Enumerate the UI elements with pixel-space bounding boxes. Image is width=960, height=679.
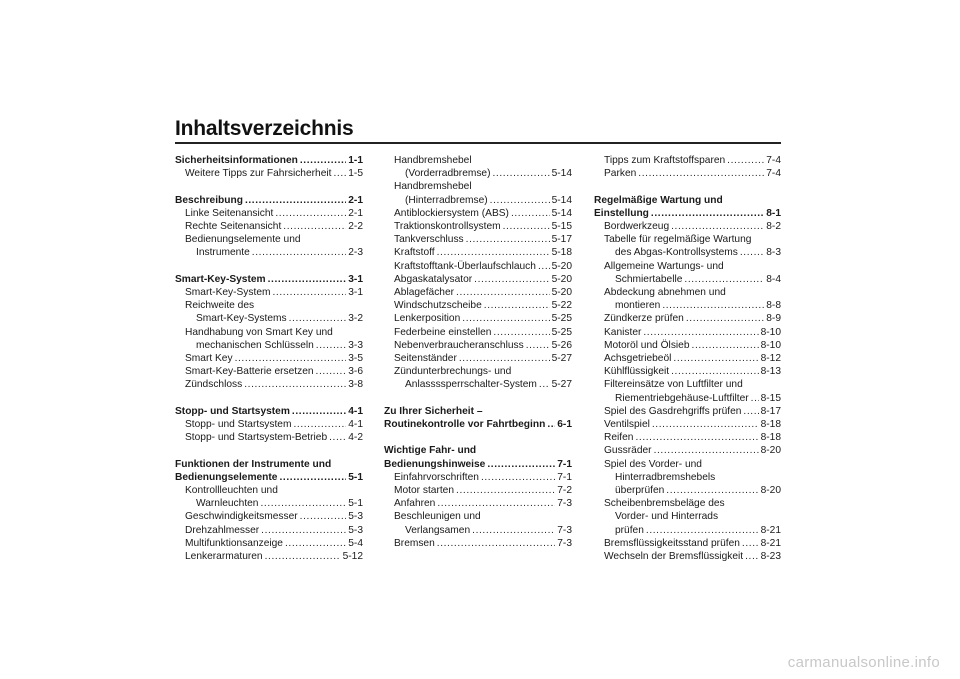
toc-entry-label: Antiblockiersystem (ABS) — [394, 207, 509, 219]
toc-section-heading: Zu Ihrer Sicherheit – — [384, 405, 483, 417]
toc-entry[interactable] — [594, 550, 781, 563]
dot-leader — [437, 246, 550, 259]
toc-entry-label: Wechseln der Bremsflüssigkeit — [604, 551, 744, 563]
toc-page-number: 5-20 — [551, 260, 572, 272]
toc-page-number: 5-4 — [348, 537, 363, 549]
toc-entry-label: Linke Seitenansicht — [185, 207, 274, 219]
dot-leader — [285, 537, 346, 550]
toc-entry-text: Beschleunigen und — [394, 511, 481, 523]
toc-section-entry[interactable] — [384, 458, 572, 471]
toc-section-entry[interactable] — [175, 471, 363, 484]
dot-leader — [261, 524, 346, 537]
toc-entry[interactable] — [594, 167, 781, 180]
toc-entry[interactable] — [384, 326, 572, 339]
dot-leader — [652, 418, 759, 431]
toc-page-number: 8-21 — [760, 537, 781, 549]
dot-leader — [437, 497, 555, 510]
toc-entry-label: Smart-Key-Systems — [196, 313, 287, 325]
toc-entry[interactable] — [175, 510, 363, 523]
toc-entry-label: Bremsen — [394, 537, 435, 549]
dot-leader — [745, 550, 759, 563]
toc-entry-label: Lenkerposition — [394, 313, 461, 325]
toc-entry[interactable] — [594, 326, 781, 339]
toc-entry[interactable] — [594, 392, 781, 405]
dot-leader — [493, 326, 549, 339]
toc-entry-label: Bedienungselemente — [175, 471, 278, 483]
toc-entry[interactable] — [384, 352, 572, 365]
dot-leader — [275, 207, 346, 220]
toc-entry[interactable] — [594, 299, 781, 312]
dot-leader — [539, 378, 550, 391]
toc-entry-label: Motoröl und Ölsieb — [604, 339, 690, 351]
toc-page-number: 3-1 — [348, 287, 363, 298]
toc-entry-label: Achsgetriebeöl — [604, 353, 672, 365]
toc-page-number: 5-1 — [348, 498, 363, 510]
toc-entry-text: Spiel des Vorder- und — [604, 458, 702, 470]
dot-leader — [666, 484, 758, 497]
dot-leader — [472, 524, 555, 537]
dot-leader — [743, 405, 758, 418]
toc-entry-label: Bordwerkzeug — [604, 221, 670, 232]
toc-entry[interactable] — [384, 207, 572, 220]
toc-entry[interactable] — [175, 537, 363, 550]
toc-page-number: 5-27 — [551, 353, 572, 365]
toc-entry-label: Riementriebgehäuse-Luftfilter — [615, 392, 749, 404]
toc-entry-label: Einstellung — [594, 207, 649, 219]
toc-entry-label: Bremsflüssigkeitsstand prüfen — [604, 537, 740, 549]
toc-page-number: 1-1 — [348, 155, 363, 166]
toc-entry[interactable] — [175, 246, 363, 259]
toc-page-number: 8-4 — [766, 273, 781, 285]
toc-entry-label: Einfahrvorschriften — [394, 471, 479, 483]
toc-entry-label: Abgaskatalysator — [394, 273, 473, 285]
toc-entry[interactable] — [175, 497, 363, 510]
toc-entry-label: Stopp- und Startsystem-Betrieb — [185, 432, 328, 444]
toc-entry-label: Traktionskontrollsystem — [394, 221, 501, 233]
toc-spacer — [384, 431, 572, 444]
toc-section-entry[interactable] — [175, 273, 363, 286]
toc-entry-label: Zündkerze prüfen — [604, 313, 684, 325]
toc-page-number: 2-3 — [348, 247, 363, 259]
toc-entry[interactable] — [384, 312, 572, 325]
toc-entry-text: Vorder- und Hinterrads — [615, 511, 719, 523]
toc-entry-label: Rechte Seitenansicht — [185, 221, 282, 232]
toc-entry-label: Kanister — [604, 326, 642, 338]
toc-page-number: 5-14 — [551, 207, 572, 219]
toc-entry[interactable] — [384, 471, 572, 484]
toc-page-number: 7-3 — [557, 524, 572, 536]
toc-entry[interactable] — [175, 339, 363, 352]
toc-page-number: 3-1 — [348, 273, 363, 285]
toc-entry[interactable] — [384, 194, 572, 207]
toc-entry-label: Multifunktionsanzeige — [185, 537, 283, 549]
toc-spacer — [175, 260, 363, 273]
toc-entry-text: Kontrollleuchten und — [185, 485, 278, 497]
toc-entry-label: Lenkerarmaturen — [185, 551, 263, 563]
toc-page-number: 4-2 — [348, 432, 363, 444]
toc-entry-label: Anlassssperrschalter-System — [405, 379, 537, 391]
dot-leader — [260, 497, 346, 510]
dot-leader — [671, 220, 764, 233]
toc-entry[interactable] — [384, 339, 572, 352]
toc-page-number: 5-25 — [551, 326, 572, 338]
toc-entry[interactable] — [384, 299, 572, 312]
dot-leader — [456, 286, 550, 299]
toc-entry-label: Ventilspiel — [604, 419, 650, 431]
toc-page-number: 8-9 — [766, 313, 781, 325]
dot-leader — [526, 339, 550, 352]
toc-entry[interactable] — [175, 207, 363, 220]
toc-entry-label: Smart Key — [185, 353, 233, 365]
toc-entry[interactable] — [594, 431, 781, 444]
toc-page-number: 7-1 — [557, 458, 572, 470]
toc-entry[interactable] — [594, 246, 781, 259]
dot-leader — [289, 312, 347, 325]
toc-entry[interactable] — [175, 352, 363, 365]
toc-entry-label: Schmiertabelle — [615, 273, 683, 285]
toc-page-number: 8-18 — [760, 419, 781, 431]
dot-leader — [316, 339, 346, 352]
toc-page-number: 5-22 — [551, 300, 572, 312]
toc-entry-label: prüfen — [615, 524, 644, 536]
toc-page-number: 5-18 — [551, 247, 572, 259]
toc-entry[interactable] — [594, 537, 781, 550]
dot-leader — [265, 550, 341, 563]
toc-page-number: 8-10 — [760, 339, 781, 351]
toc-page-number: 2-1 — [348, 207, 363, 219]
toc-entry[interactable] — [594, 220, 781, 233]
dot-leader — [635, 431, 758, 444]
dot-leader — [671, 365, 758, 378]
toc-entry-text: Abdeckung abnehmen und — [604, 287, 726, 299]
toc-entry-text: Zündunterbrechungs- und — [394, 366, 512, 378]
toc-entry-label: (Hinterradbremse) — [405, 194, 488, 206]
toc-section-entry[interactable] — [175, 154, 363, 167]
toc-entry[interactable] — [175, 312, 363, 325]
toc-page-number: 8-8 — [766, 300, 781, 312]
toc-entry-label: Warnleuchten — [196, 498, 259, 510]
toc-entry-label: Windschutzscheibe — [394, 300, 482, 312]
toc-entry-label: Anfahren — [394, 498, 436, 510]
toc-entry[interactable] — [175, 524, 363, 537]
toc-entry-label: Federbeine einstellen — [394, 326, 492, 338]
toc-entry-label: Zündschloss — [185, 379, 243, 391]
toc-page-number: 8-17 — [760, 405, 781, 417]
toc-page-number: 5-1 — [348, 471, 363, 483]
toc-page-number: 6-1 — [557, 419, 572, 431]
dot-leader — [268, 273, 347, 286]
dot-leader — [651, 207, 764, 220]
toc-entry-label: Instrumente — [196, 247, 250, 259]
dot-leader — [487, 458, 555, 471]
toc-entry[interactable] — [384, 524, 572, 537]
toc-column-1 — [175, 154, 363, 563]
dot-leader — [490, 194, 550, 207]
dot-leader — [727, 154, 764, 167]
toc-page-number: 5-14 — [551, 168, 572, 180]
toc-entry-label: Smart-Key-Batterie ersetzen — [185, 366, 314, 378]
toc-page-number: 7-3 — [557, 498, 572, 510]
toc-page-number: 7-3 — [557, 537, 572, 549]
toc-section-entry[interactable] — [175, 194, 363, 207]
dot-leader — [740, 246, 764, 259]
toc-page-number: 5-12 — [342, 551, 363, 563]
toc-column-3 — [594, 154, 781, 563]
toc-page-number: 8-21 — [760, 524, 781, 536]
toc-entry-label: montieren — [615, 300, 661, 312]
toc-section-heading: Wichtige Fahr- und — [384, 445, 477, 457]
toc-entry-label: Geschwindigkeitsmesser — [185, 511, 298, 523]
toc-page-number: 8-23 — [760, 551, 781, 563]
toc-entry[interactable] — [384, 167, 572, 180]
toc-entry[interactable] — [384, 286, 572, 299]
toc-entry-label: Gussräder — [604, 445, 652, 457]
toc-entry-label: Weitere Tipps zur Fahrsicherheit — [185, 168, 332, 180]
toc-entry-label: Beschreibung — [175, 194, 243, 206]
toc-entry[interactable] — [175, 286, 363, 299]
dot-leader — [459, 352, 550, 365]
toc-entry[interactable] — [175, 431, 363, 444]
toc-entry[interactable] — [594, 365, 781, 378]
toc-entry-text: Handbremshebel — [394, 155, 472, 166]
dot-leader — [673, 352, 758, 365]
toc-page-number: 8-12 — [760, 353, 781, 365]
dot-leader — [300, 154, 346, 167]
dot-leader — [235, 352, 347, 365]
toc-entry[interactable] — [384, 233, 572, 246]
dot-leader — [638, 167, 764, 180]
dot-leader — [272, 286, 346, 299]
toc-page-number: 3-2 — [348, 313, 363, 325]
toc-entry[interactable] — [175, 365, 363, 378]
dot-leader — [279, 471, 346, 484]
toc-entry[interactable] — [384, 484, 572, 497]
toc-entry[interactable] — [175, 550, 363, 563]
toc-entry[interactable] — [594, 484, 781, 497]
dot-leader — [292, 405, 346, 418]
toc-entry-label: Seitenständer — [394, 353, 457, 365]
dot-leader — [751, 392, 759, 405]
dot-leader — [474, 273, 549, 286]
dot-leader — [300, 510, 347, 523]
toc-entry-text: Handbremshebel — [394, 181, 472, 193]
toc-spacer — [594, 180, 781, 193]
toc-entry-label: Motor starten — [394, 485, 455, 497]
toc-entry[interactable] — [594, 154, 781, 167]
toc-entry-label: Stopp- und Startsystem — [185, 419, 292, 431]
toc-entry[interactable] — [594, 405, 781, 418]
toc-entry-label: Smart-Key-System — [175, 273, 266, 285]
toc-spacer — [175, 444, 363, 457]
toc-page-number: 5-20 — [551, 287, 572, 299]
dot-leader — [742, 537, 759, 550]
toc-section-heading: Funktionen der Instrumente und — [175, 458, 332, 470]
toc-entry[interactable] — [175, 167, 363, 180]
toc-entry[interactable] — [384, 273, 572, 286]
toc-entry-label: überprüfen — [615, 485, 665, 497]
toc-page-number: 4-1 — [348, 405, 363, 417]
toc-entry-label: Tankverschluss — [394, 234, 464, 246]
toc-entry-text: Tabelle für regelmäßige Wartung — [604, 234, 752, 246]
toc-entry[interactable] — [594, 339, 781, 352]
dot-leader — [538, 260, 550, 273]
toc-entry[interactable] — [594, 273, 781, 286]
toc-entry-label: Reifen — [604, 432, 634, 444]
dot-leader — [646, 524, 759, 537]
toc-entry[interactable] — [384, 378, 572, 391]
toc-page-number: 8-2 — [766, 221, 781, 232]
dot-leader — [662, 299, 764, 312]
toc-entry-text: Handhabung von Smart Key und — [185, 326, 333, 338]
dot-leader — [462, 312, 549, 325]
toc-page-number: 8-20 — [760, 445, 781, 457]
toc-section-entry[interactable] — [384, 418, 572, 431]
dot-leader — [316, 365, 347, 378]
dot-leader — [643, 326, 758, 339]
toc-entry[interactable] — [384, 260, 572, 273]
toc-entry[interactable] — [384, 246, 572, 259]
toc-entry-label: Kraftstoff — [394, 247, 435, 259]
toc-entry-text: Scheibenbremsbeläge des — [604, 498, 725, 510]
toc-entry-label: Sicherheitsinformationen — [175, 155, 298, 166]
toc-entry-label: des Abgas-Kontrollsystems — [615, 247, 738, 259]
toc-entry[interactable] — [594, 352, 781, 365]
dot-leader — [283, 220, 346, 233]
toc-page-number: 3-3 — [348, 339, 363, 351]
dot-leader — [511, 207, 550, 220]
toc-section-heading: Regelmäßige Wartung und — [594, 194, 723, 206]
toc-entry-label: Nebenverbraucheranschluss — [394, 339, 524, 351]
toc-entry-label: Stopp- und Startsystem — [175, 405, 290, 417]
dot-leader — [547, 418, 555, 431]
toc-page-number: 3-6 — [348, 366, 363, 378]
toc-entry-label: Spiel des Gasdrehgriffs prüfen — [604, 405, 742, 417]
dot-leader — [503, 220, 550, 233]
toc-page-number: 1-5 — [348, 168, 363, 180]
toc-entry-label: Bedienungshinweise — [384, 458, 486, 470]
toc-entry-label: Verlangsamen — [405, 524, 471, 536]
toc-section-entry[interactable] — [175, 405, 363, 418]
toc-entry-label: Ablagefächer — [394, 287, 455, 299]
toc-page-number: 5-17 — [551, 234, 572, 246]
dot-leader — [466, 233, 550, 246]
dot-leader — [654, 444, 759, 457]
toc-page-number: 8-18 — [760, 432, 781, 444]
toc-page-number: 7-4 — [766, 155, 781, 166]
toc-page-number: 5-25 — [551, 313, 572, 325]
toc-page-number: 7-1 — [557, 471, 572, 483]
toc-entry[interactable] — [384, 220, 572, 233]
dot-leader — [245, 194, 346, 207]
toc-page-number: 8-1 — [766, 207, 781, 219]
dot-leader — [692, 339, 759, 352]
dot-leader — [293, 418, 346, 431]
toc-entry[interactable] — [594, 312, 781, 325]
toc-page-number: 8-20 — [760, 485, 781, 497]
toc-entry-label: Kühlflüssigkeit — [604, 366, 670, 378]
toc-page-number: 3-8 — [348, 379, 363, 391]
toc-page-number: 7-4 — [766, 168, 781, 180]
toc-entry-label: Tipps zum Kraftstoffsparen — [604, 155, 726, 166]
toc-entry[interactable] — [175, 378, 363, 391]
dot-leader — [493, 167, 550, 180]
toc-page-number: 5-27 — [551, 379, 572, 391]
toc-entry-text: Hinterradbremshebels — [615, 471, 716, 483]
dot-leader — [437, 537, 556, 550]
dot-leader — [481, 471, 555, 484]
page-title: Inhaltsverzeichnis — [175, 117, 354, 140]
toc-entry[interactable] — [384, 497, 572, 510]
toc-page-number: 8-13 — [760, 366, 781, 378]
toc-page-number: 4-1 — [348, 419, 363, 431]
toc-entry-label: Kraftstofftank-Überlaufschlauch — [394, 260, 536, 272]
toc-page-number: 2-2 — [348, 221, 363, 232]
toc-entry-label: Routinekontrolle vor Fahrtbeginn — [384, 419, 546, 431]
title-divider — [175, 142, 781, 144]
toc-page-number: 8-3 — [766, 247, 781, 259]
toc-entry[interactable] — [384, 537, 572, 550]
toc-entry-text: Reichweite des — [185, 300, 255, 312]
toc-section-entry[interactable] — [594, 207, 781, 220]
dot-leader — [686, 312, 764, 325]
dot-leader — [252, 246, 346, 259]
toc-page-number: 5-14 — [551, 194, 572, 206]
toc-page-number: 2-1 — [348, 194, 363, 206]
toc-entry-label: (Vorderradbremse) — [405, 168, 491, 180]
dot-leader — [484, 299, 550, 312]
toc-page-number: 5-3 — [348, 524, 363, 536]
dot-leader — [244, 378, 346, 391]
toc-entry-text: Bedienungselemente und — [185, 234, 301, 246]
toc-entry[interactable] — [175, 418, 363, 431]
toc-page-number: 3-5 — [348, 353, 363, 365]
toc-column-2 — [384, 154, 572, 550]
toc-spacer — [384, 392, 572, 405]
dot-leader — [333, 167, 346, 180]
toc-spacer — [175, 180, 363, 193]
toc-entry-label: mechanischen Schlüsseln — [196, 339, 314, 351]
toc-spacer — [175, 392, 363, 405]
toc-page-number: 5-26 — [551, 339, 572, 351]
toc-entry-label: Parken — [604, 168, 637, 180]
toc-entry[interactable] — [594, 418, 781, 431]
toc-page-number: 5-15 — [551, 221, 572, 233]
toc-entry[interactable] — [594, 524, 781, 537]
toc-page-number: 8-10 — [760, 326, 781, 338]
toc-page-number: 5-20 — [551, 273, 572, 285]
toc-page-number: 7-2 — [557, 485, 572, 497]
toc-entry-text: Filtereinsätze von Luftfilter und — [604, 379, 743, 391]
toc-page-number: 8-15 — [760, 392, 781, 404]
dot-leader — [456, 484, 555, 497]
toc-entry[interactable] — [594, 444, 781, 457]
toc-entry-text: Allgemeine Wartungs- und — [604, 260, 724, 272]
toc-entry-label: Drehzahlmesser — [185, 524, 260, 536]
toc-entry-label: Smart-Key-System — [185, 287, 271, 298]
toc-page-number: 5-3 — [348, 511, 363, 523]
toc-entry[interactable] — [175, 220, 363, 233]
dot-leader — [329, 431, 346, 444]
dot-leader — [684, 273, 764, 286]
watermark-text: carmanualsonline.info — [787, 654, 940, 671]
